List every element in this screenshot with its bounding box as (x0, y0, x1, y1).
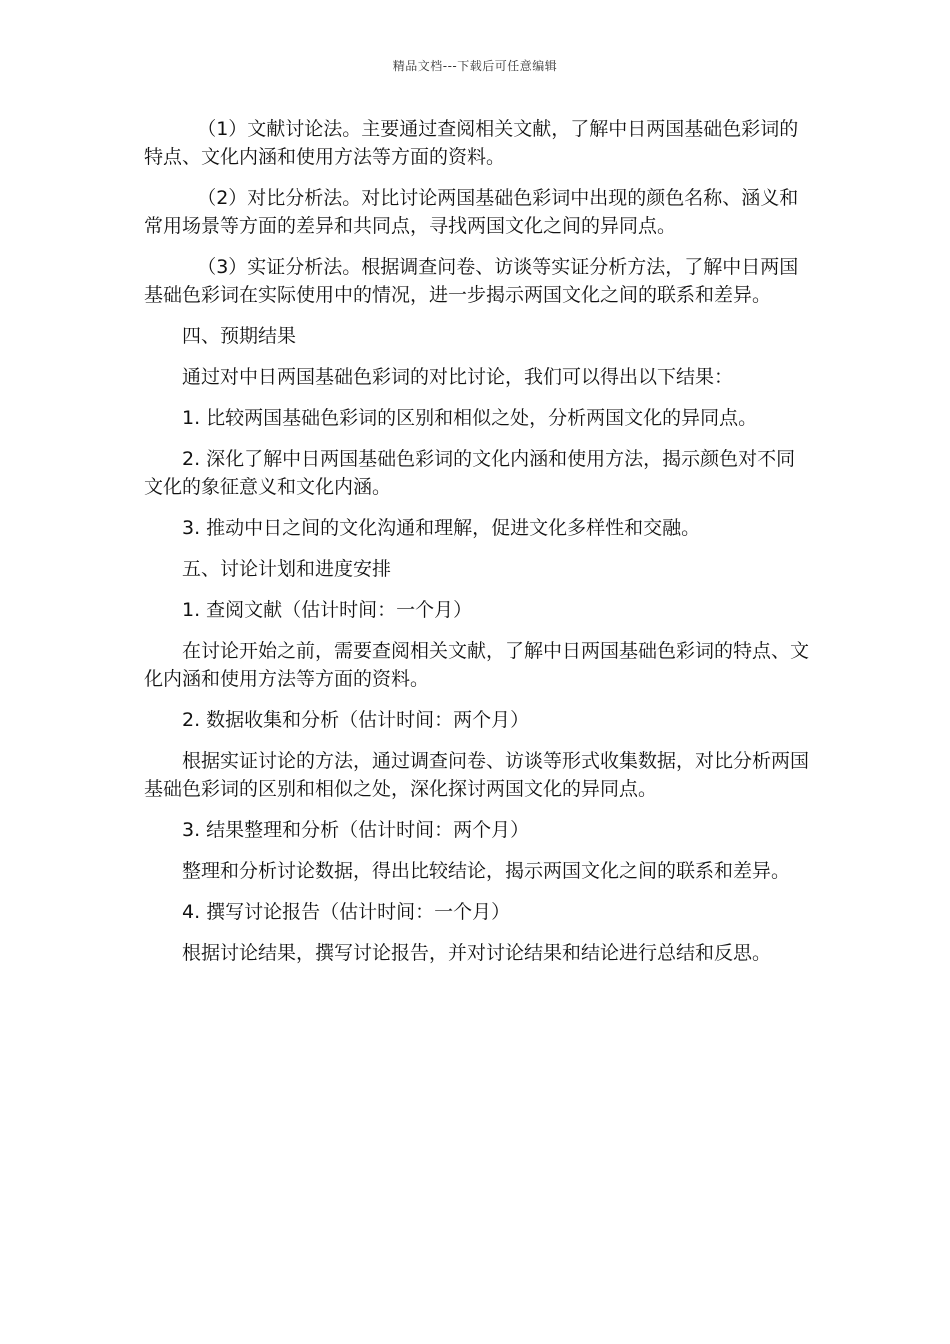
expected-result-item: 2. 深化了解中日两国基础色彩词的文化内涵和使用方法，揭示颜色对不同文化的象征意义和文化内涵。 (144, 448, 796, 498)
section-heading-expected-results: 四、预期结果 (182, 325, 297, 347)
expected-result-item: 1. 比较两国基础色彩词的区别和相似之处，分析两国文化的异同点。 (182, 407, 758, 429)
method-comparison: （2）对比分析法。对比讨论两国基础色彩词中出现的颜色名称、涵义和常用场景等方面的差异和共同点，寻找两国文化之间的异同点。 (144, 187, 799, 237)
expected-results-intro: 通过对中日两国基础色彩词的对比讨论，我们可以得出以下结果： (182, 366, 734, 388)
plan-step-description: 在讨论开始之前，需要查阅相关文献，了解中日两国基础色彩词的特点、文化内涵和使用方法等方面的资料。 (144, 640, 810, 690)
method-empirical: （3）实证分析法。根据调查问卷、访谈等实证分析方法，了解中日两国基础色彩词在实际使用中的情况，进一步揭示两国文化之间的联系和差异。 (144, 256, 799, 306)
expected-result-item: 3. 推动中日之间的文化沟通和理解，促进文化多样性和交融。 (182, 517, 701, 539)
document-body (144, 115, 810, 980)
plan-step-heading: 1. 查阅文献（估计时间：一个月） (182, 599, 473, 621)
plan-step-description: 根据讨论结果，撰写讨论报告，并对讨论结果和结论进行总结和反思。 (182, 942, 772, 964)
page-header: 精品文档---下载后可任意编辑 (392, 59, 558, 73)
plan-step-heading: 3. 结果整理和分析（估计时间：两个月） (182, 819, 530, 841)
section-heading-plan: 五、讨论计划和进度安排 (182, 558, 392, 580)
plan-step-heading: 2. 数据收集和分析（估计时间：两个月） (182, 709, 530, 731)
plan-step-description: 根据实证讨论的方法，通过调查问卷、访谈等形式收集数据，对比分析两国基础色彩词的区别和相似之处，深化探讨两国文化的异同点。 (144, 750, 810, 800)
plan-step-description: 整理和分析讨论数据，得出比较结论，揭示两国文化之间的联系和差异。 (182, 860, 791, 882)
method-literature: （1）文献讨论法。主要通过查阅相关文献，了解中日两国基础色彩词的特点、文化内涵和使用方法等方面的资料。 (144, 118, 799, 168)
plan-step-heading: 4. 撰写讨论报告（估计时间：一个月） (182, 901, 511, 923)
